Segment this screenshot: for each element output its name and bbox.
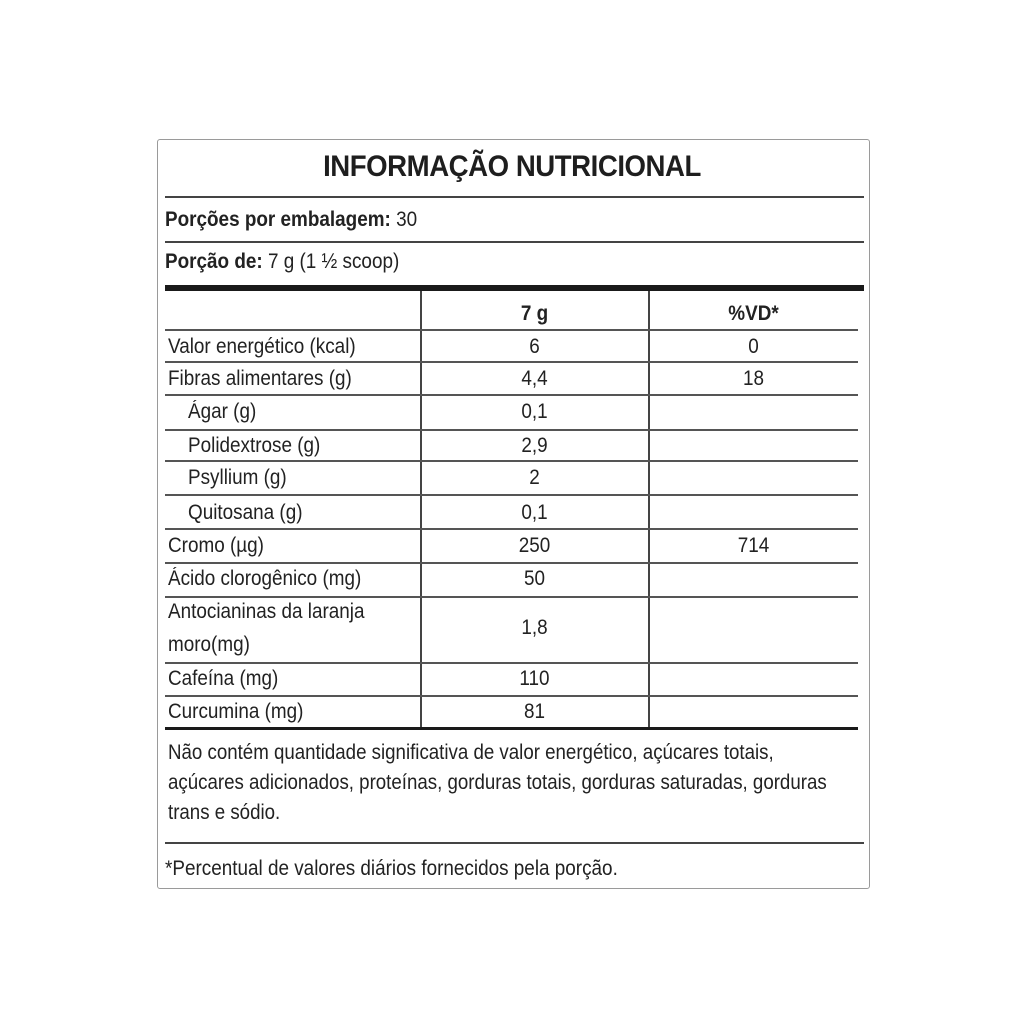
row-divider bbox=[165, 329, 858, 331]
nutrient-amount: 4,4 bbox=[521, 367, 548, 390]
nutrient-name: Cromo (µg) bbox=[168, 534, 264, 557]
serving-size-label: Porção de: bbox=[165, 250, 263, 273]
nutrient-amount: 250 bbox=[518, 534, 551, 557]
daily-value-note: *Percentual de valores diários fornecidos pela porção. bbox=[165, 857, 618, 880]
nutrient-name: Cafeína (mg) bbox=[168, 667, 279, 690]
row-divider bbox=[165, 528, 858, 530]
nutrient-name: Valor energético (kcal) bbox=[168, 335, 356, 358]
nutrient-name-continued: moro(mg) bbox=[168, 633, 250, 656]
nutrient-amount: 50 bbox=[523, 567, 546, 590]
serving-size bbox=[165, 250, 399, 274]
row-divider bbox=[165, 695, 858, 697]
serving-size-value: 7 g (1 ½ scoop) bbox=[267, 250, 400, 273]
nutrient-dv: 714 bbox=[737, 534, 770, 557]
nutrient-amount: 1,8 bbox=[521, 616, 548, 639]
nutrient-amount: 2,9 bbox=[521, 434, 548, 457]
nutrient-name: Ágar (g) bbox=[188, 400, 257, 423]
nutrient-amount: 6 bbox=[529, 335, 540, 358]
title-divider bbox=[165, 196, 864, 198]
nutrient-name: Fibras alimentares (g) bbox=[168, 367, 352, 390]
servings-per-package bbox=[165, 208, 417, 232]
row-divider bbox=[165, 562, 858, 564]
nutrient-name: Quitosana (g) bbox=[188, 501, 303, 524]
nutrient-amount: 81 bbox=[523, 700, 546, 723]
nutrient-amount: 0,1 bbox=[521, 501, 548, 524]
label-title: INFORMAÇÃO NUTRICIONAL bbox=[323, 150, 701, 183]
column-header-amount: 7 g bbox=[520, 302, 549, 325]
nutrient-amount: 110 bbox=[519, 667, 550, 690]
row-divider bbox=[165, 429, 858, 431]
not-significant-note: Não contém quantidade significativa de valor energético, açúcares totais, açúcares adicionados, proteínas, gorduras totais, gorduras saturadas, gorduras trans e sódio. bbox=[168, 741, 827, 824]
nutrient-name: Curcumina (mg) bbox=[168, 700, 304, 723]
row-divider bbox=[165, 494, 858, 496]
nutrient-dv: 18 bbox=[742, 367, 765, 390]
thick-divider bbox=[165, 285, 864, 291]
footnote-divider bbox=[165, 842, 864, 844]
column-header-dv: %VD* bbox=[728, 302, 779, 325]
servings-divider bbox=[165, 241, 864, 243]
nutrient-amount: 0,1 bbox=[521, 400, 548, 423]
nutrient-name: Polidextrose (g) bbox=[188, 434, 321, 457]
nutrient-name: Psyllium (g) bbox=[188, 466, 287, 489]
servings-per-package-label: Porções por embalagem: bbox=[165, 208, 391, 231]
nutrient-name: Ácido clorogênico (mg) bbox=[168, 567, 362, 590]
row-divider bbox=[165, 394, 858, 396]
nutrient-name: Antocianinas da laranja bbox=[168, 600, 365, 623]
nutrient-dv: 0 bbox=[748, 335, 759, 358]
table-bottom-divider bbox=[165, 727, 858, 730]
row-divider bbox=[165, 662, 858, 664]
row-divider bbox=[165, 596, 858, 598]
row-divider bbox=[165, 361, 858, 363]
row-divider bbox=[165, 460, 858, 462]
nutrient-amount: 2 bbox=[529, 466, 540, 489]
servings-per-package-value: 30 bbox=[396, 208, 418, 231]
